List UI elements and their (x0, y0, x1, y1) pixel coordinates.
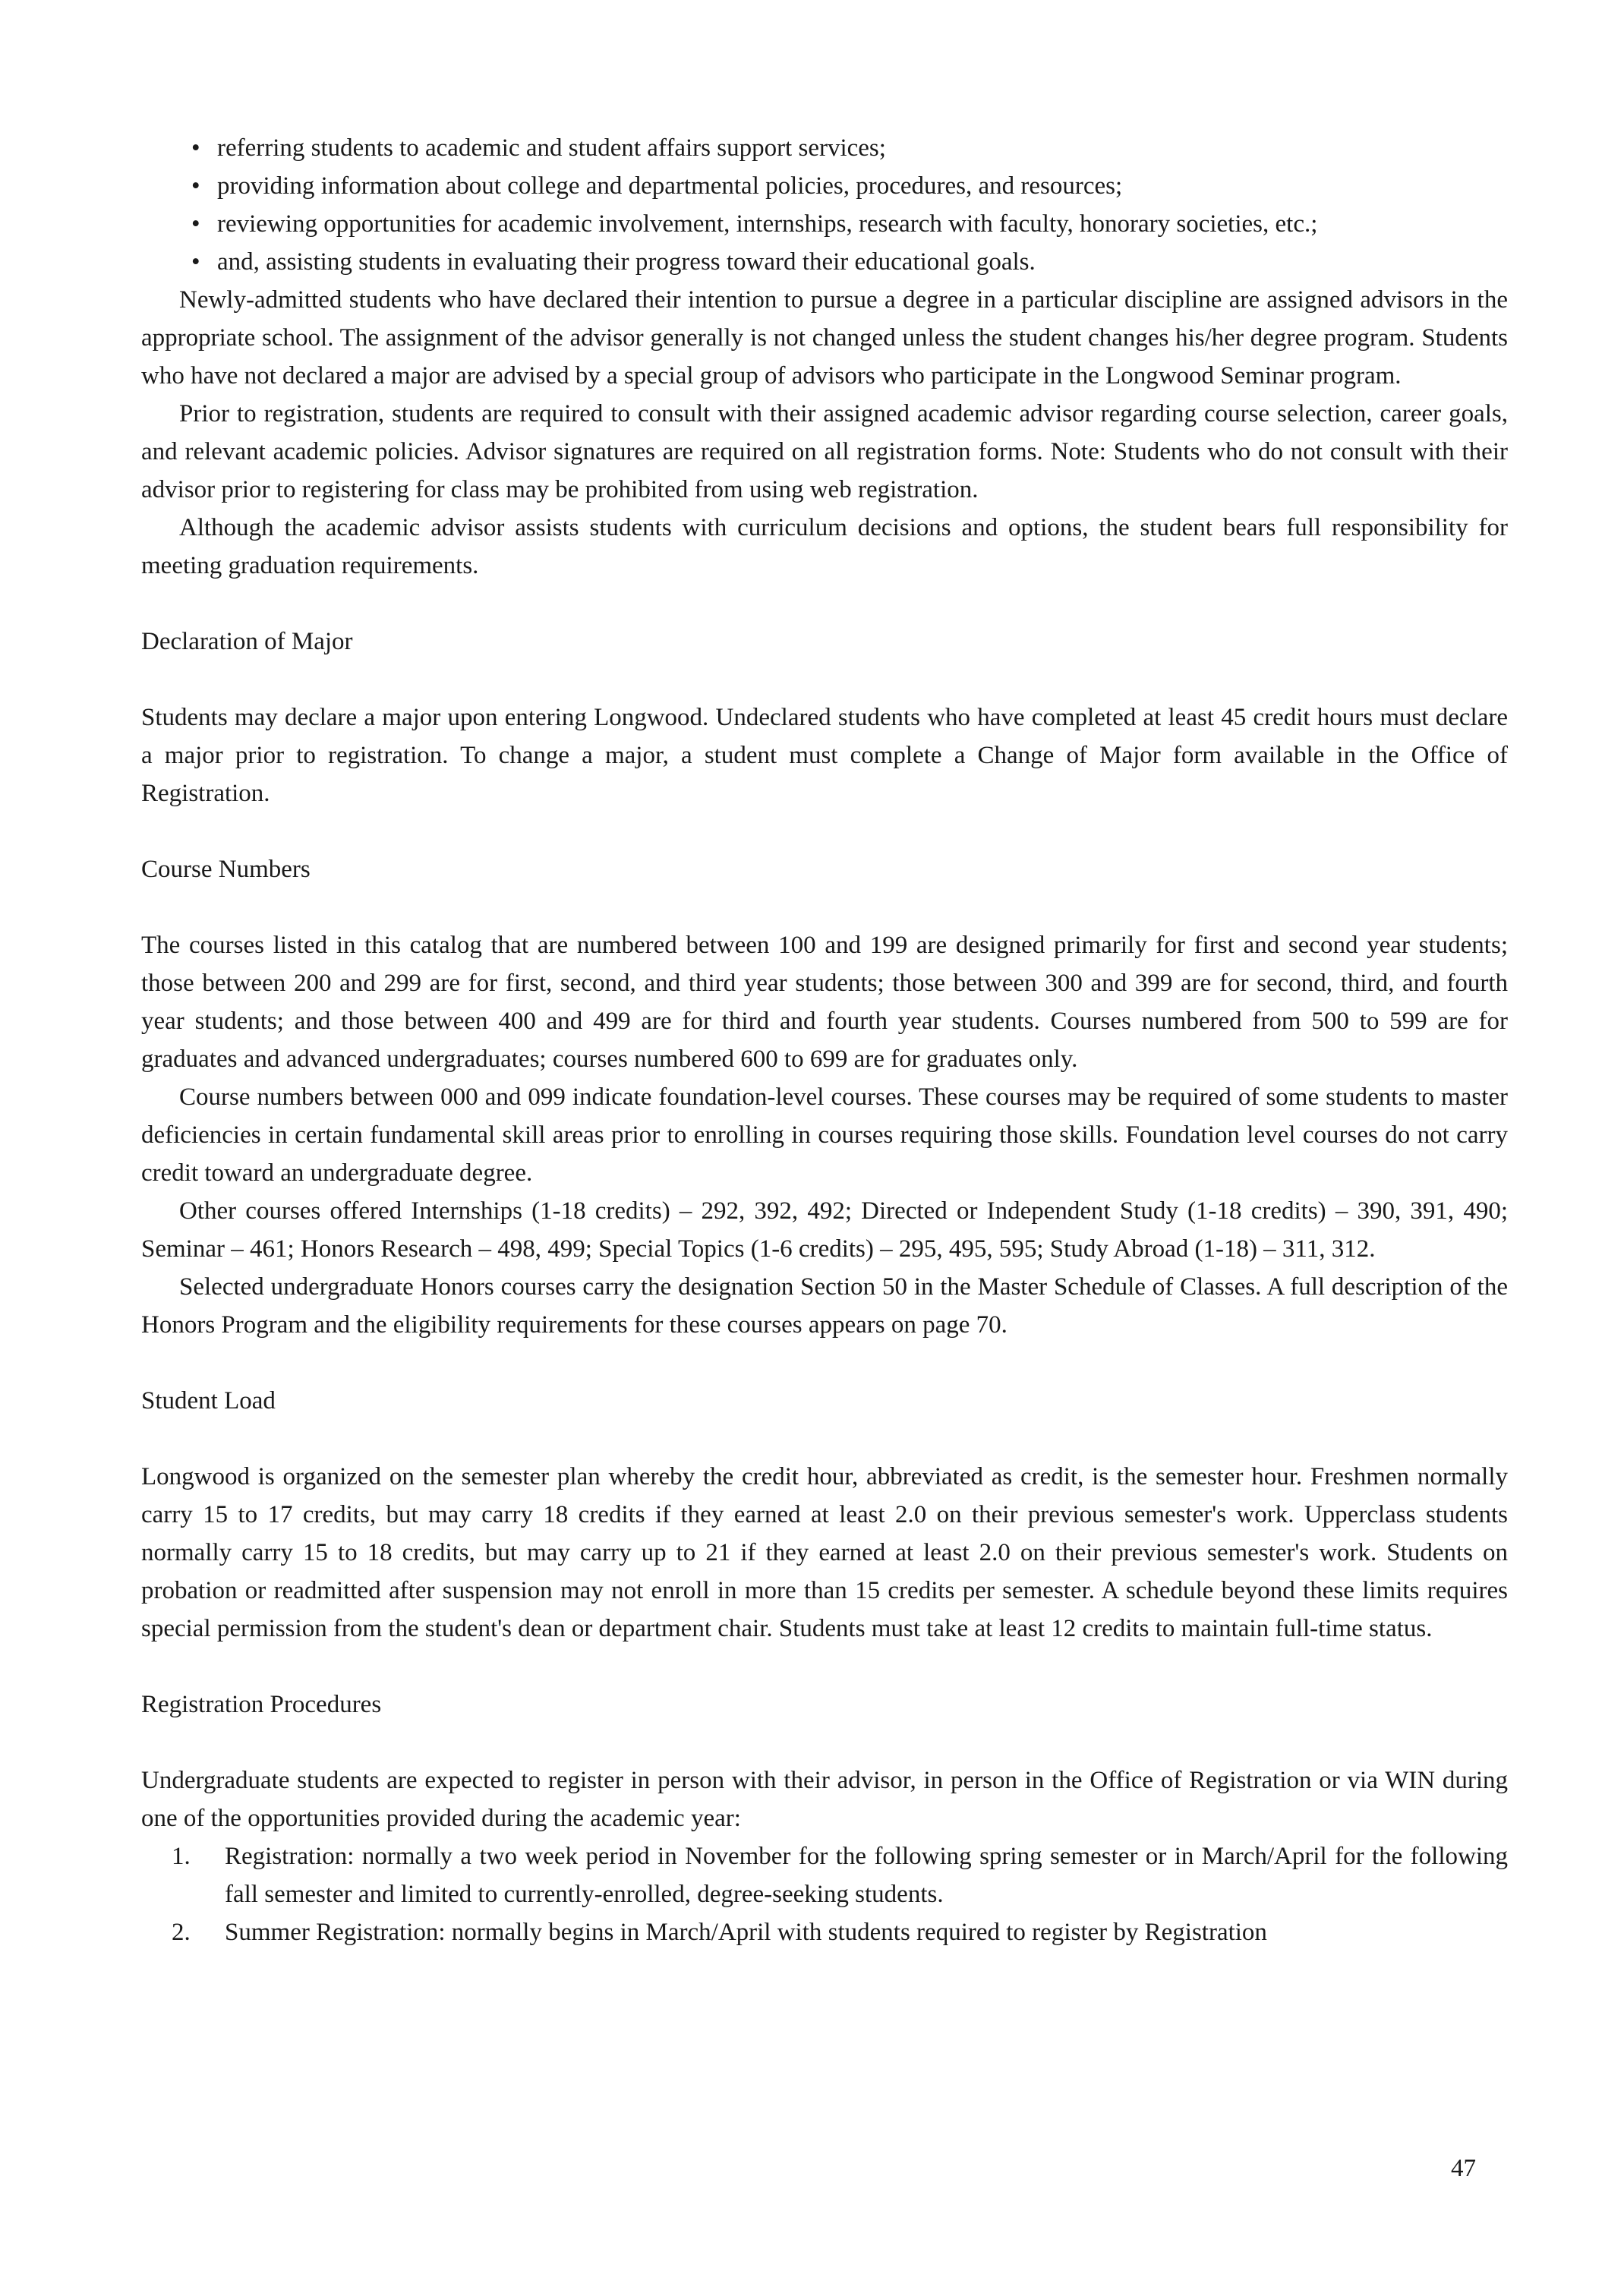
registration-intro-paragraph: Undergraduate students are expected to register in person with their advisor, in person in the Office of Registration or via WIN during one of the opportunities provided during the academic year: (141, 1767, 1508, 1832)
section-heading-registration: Registration Procedures (141, 1691, 382, 1718)
bullet-icon: • (191, 248, 200, 276)
course-numbers-paragraph: The courses listed in this catalog that are numbered between 100 and 199 are designed primarily for first and second year students; those between 200 and 299 are for first, second, and third year students; those between 300 and 399 are for second, third, and fourth year students; and those between 400 and 499 are for third and fourth year students. Courses numbered from 500 to 599 are for graduates and advanced undergraduates; courses numbered 600 to 699 are for graduates only. (141, 932, 1508, 1073)
list-item: • referring students to academic and student affairs support services; (141, 129, 1508, 167)
list-number: 1. (172, 1843, 191, 1870)
list-item: 2. Summer Registration: normally begins in March/April with students required to register by Registration (141, 1913, 1508, 1951)
bullet-icon: • (191, 134, 200, 162)
section-heading-student-load: Student Load (141, 1387, 276, 1414)
course-numbers-paragraph: Course numbers between 000 and 099 indicate foundation-level courses. These courses may be required of some students to master deficiencies in certain fundamental skill areas prior to enrolling in courses requiring those skills. Foundation level courses do not carry credit toward an undergraduate degree. (141, 1083, 1508, 1187)
page-number: 47 (1451, 2155, 1476, 2182)
list-item: • reviewing opportunities for academic involvement, internships, research with faculty, honorary societies, etc.; (141, 205, 1508, 243)
course-numbers-paragraph: Other courses offered Internships (1-18 credits) – 292, 392, 492; Directed or Independent Study (1-18 credits) – 390, 391, 490; Seminar – 461; Honors Research – 498, 499; Special Topics (1-6 credits) – 295, 495, 595; Study Abroad (1-18) – 311, 312. (141, 1197, 1508, 1263)
section-heading-declaration: Declaration of Major (141, 628, 353, 655)
list-item: 1. Registration: normally a two week period in November for the following spring semester or in March/April for the following fall semester and limited to currently-enrolled, degree-seeking students. (141, 1837, 1508, 1913)
list-item: • and, assisting students in evaluating their progress toward their educational goals. (141, 243, 1508, 281)
declaration-paragraph: Students may declare a major upon entering Longwood. Undeclared students who have completed at least 45 credit hours must declare a major prior to registration. To change a major, a student must complete a Change of Major form available in the Office of Registration. (141, 704, 1508, 807)
advising-paragraph-prior-registration: Prior to registration, students are required to consult with their assigned academic advisor regarding course selection, career goals, and relevant academic policies. Advisor signatures are required on all registration forms. Note: Students who do not consult with their advisor prior to registering for class may be prohibited from using web registration. (141, 400, 1508, 503)
list-number: 2. (172, 1919, 191, 1946)
advising-bullet-list (141, 129, 1508, 281)
course-numbers-paragraph: Selected undergraduate Honors courses carry the designation Section 50 in the Master Schedule of Classes. A full description of the Honors Program and the eligibility requirements for these courses appears on page 70. (141, 1273, 1508, 1339)
advising-paragraph-responsibility: Although the academic advisor assists students with curriculum decisions and options, the student bears full responsibility for meeting graduation requirements. (141, 514, 1508, 579)
registration-numbered-list (141, 1837, 1508, 1951)
catalog-page (141, 129, 1508, 1951)
bullet-icon: • (191, 172, 200, 200)
bullet-icon: • (191, 210, 200, 238)
student-load-paragraph: Longwood is organized on the semester plan whereby the credit hour, abbreviated as credit, is the semester hour. Freshmen normally carry 15 to 17 credits, but may carry 18 credits if they earned at least 2.0 on their previous semester's work. Upperclass students normally carry 15 to 18 credits, but may carry up to 21 if they earned at least 2.0 on their previous semester's work. Students on probation or readmitted after suspension may not enroll in more than 15 credits per semester. A schedule beyond these limits requires special permission from the student's dean or department chair. Students must take at least 12 credits to maintain full-time status. (141, 1463, 1508, 1642)
list-item: • providing information about college and departmental policies, procedures, and resources; (141, 167, 1508, 205)
advising-paragraph-newly-admitted: Newly-admitted students who have declared their intention to pursue a degree in a particular discipline are assigned advisors in the appropriate school. The assignment of the advisor generally is not changed unless the student changes his/her degree program. Students who have not declared a major are advised by a special group of advisors who participate in the Longwood Seminar program. (141, 286, 1508, 390)
section-heading-course-numbers: Course Numbers (141, 856, 311, 883)
